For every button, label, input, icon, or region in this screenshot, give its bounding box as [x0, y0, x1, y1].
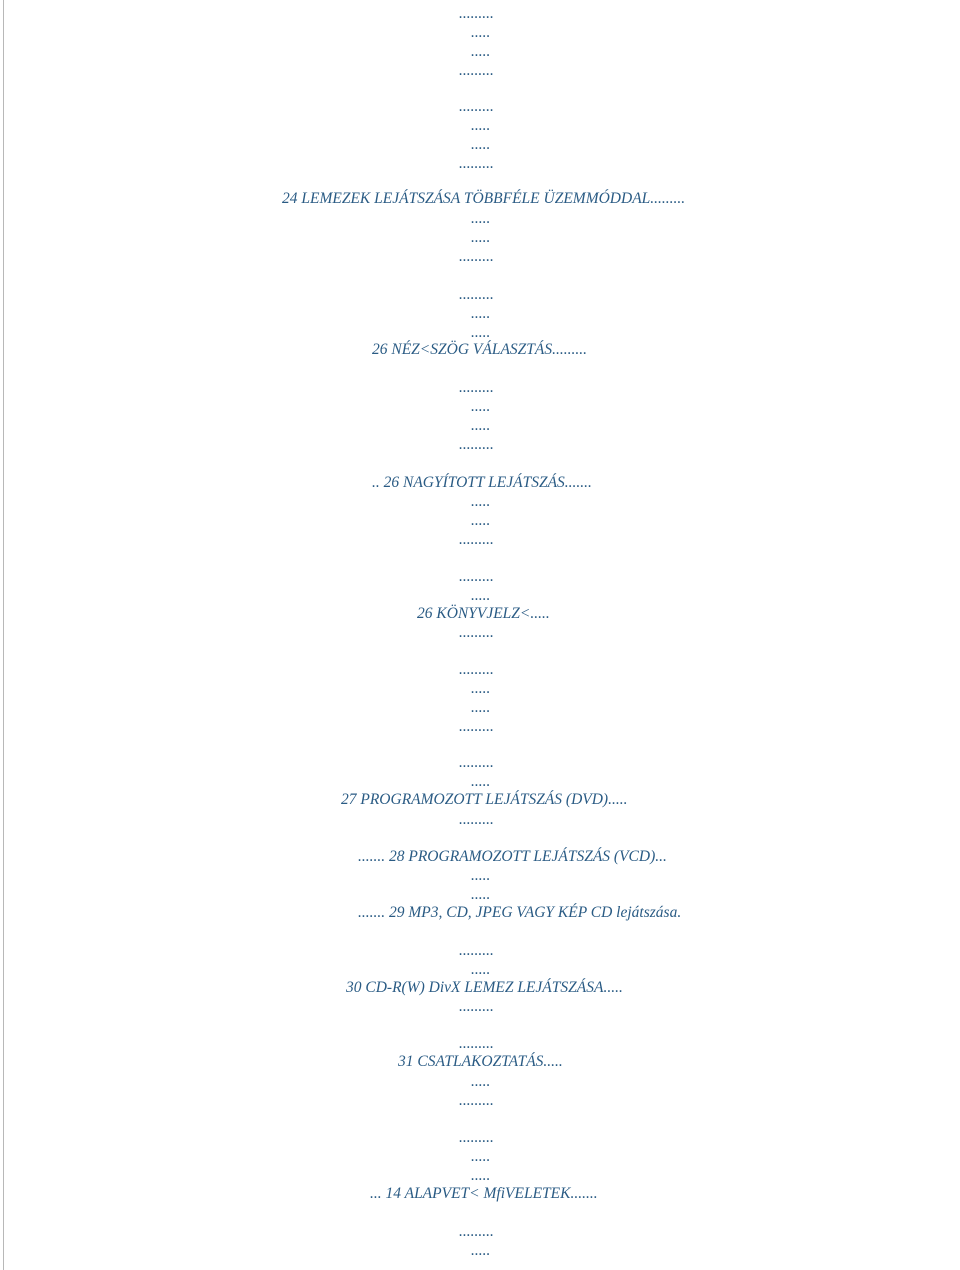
toc-entry-28-vcd: ....... 28 PROGRAMOZOTT LEJÁTSZÁS (VCD)... [358, 848, 667, 865]
toc-line: ..... [471, 24, 491, 41]
toc-line: ..... [471, 324, 491, 341]
toc-line: ..... [471, 773, 491, 790]
toc-line: ..... [471, 512, 491, 529]
toc-line: ..... [471, 680, 491, 697]
toc-line: ..... [471, 867, 491, 884]
toc-line: ......... [459, 436, 494, 453]
toc-line: ..... [471, 493, 491, 510]
toc-line: ......... [459, 718, 494, 735]
toc-line: ..... [471, 961, 491, 978]
toc-line: ..... [471, 1242, 491, 1259]
toc-line: ..... [471, 587, 491, 604]
toc-line: ..... [471, 1073, 491, 1090]
toc-entry-29-mp3: ....... 29 MP3, CD, JPEG VAGY KÉP CD lejátszása. [358, 904, 682, 921]
toc-line: ......... [459, 98, 494, 115]
toc-line: ..... [471, 229, 491, 246]
toc-line: ..... [471, 1148, 491, 1165]
toc-line: ......... [459, 155, 494, 172]
toc-line: ..... [471, 305, 491, 322]
toc-line: ......... [459, 1035, 494, 1052]
toc-line: ..... [471, 398, 491, 415]
toc-line: ......... [459, 1092, 494, 1109]
toc-entry-26-nagyitott: .. 26 NAGYÍTOTT LEJÁTSZÁS....... [372, 474, 592, 491]
page-left-border [3, 0, 4, 1270]
toc-line: ......... [459, 379, 494, 396]
toc-entry-26-nezoszog: 26 NÉZ<SZÖG VÁLASZTÁS......... [372, 341, 588, 358]
toc-line: ......... [459, 5, 494, 22]
toc-line: ..... [471, 417, 491, 434]
toc-entry-27-dvd: 27 PROGRAMOZOTT LEJÁTSZÁS (DVD)..... [341, 791, 628, 808]
toc-line: ..... [471, 699, 491, 716]
toc-line: ..... [471, 886, 491, 903]
toc-line: ......... [459, 531, 494, 548]
toc-line: ......... [459, 568, 494, 585]
toc-line: ......... [459, 624, 494, 641]
toc-line: ......... [459, 1129, 494, 1146]
toc-line: ..... [471, 43, 491, 60]
toc-line: ......... [459, 248, 494, 265]
toc-entry-24: 24 LEMEZEK LEJÁTSZÁSA TÖBBFÉLE ÜZEMMÓDDAL......... [282, 190, 686, 207]
toc-line: ......... [459, 811, 494, 828]
toc-line: ..... [471, 210, 491, 227]
toc-entry-26-konyvjelzo: 26 KÖNYVJELZ<..... [417, 605, 550, 622]
toc-line: ......... [459, 1223, 494, 1240]
toc-entry-31-csatlakoztatas: 31 CSATLAKOZTATÁS..... [398, 1053, 563, 1070]
toc-line: ......... [459, 661, 494, 678]
toc-line: ......... [459, 62, 494, 79]
toc-entry-30-divx: 30 CD-R(W) DivX LEMEZ LEJÁTSZÁSA..... [346, 979, 623, 996]
toc-line: ..... [471, 117, 491, 134]
toc-line: ......... [459, 754, 494, 771]
toc-line: ..... [471, 136, 491, 153]
toc-line: ......... [459, 942, 494, 959]
toc-entry-14-alapveto: ... 14 ALAPVET< MfiVELETEK....... [370, 1185, 598, 1202]
toc-line: ..... [471, 1167, 491, 1184]
toc-line: ......... [459, 286, 494, 303]
toc-line: ......... [459, 998, 494, 1015]
